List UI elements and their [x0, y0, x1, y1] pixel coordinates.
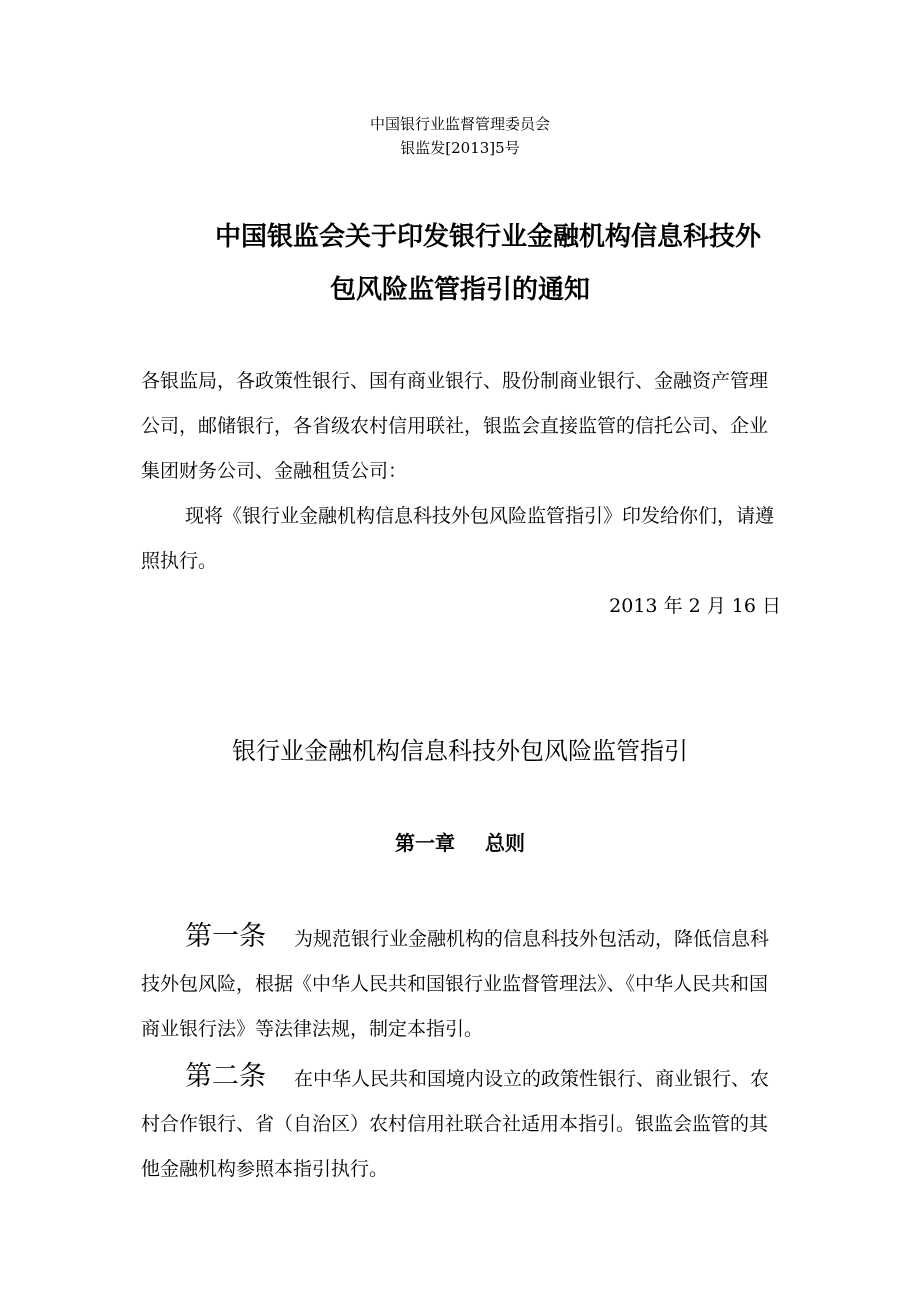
chapter-name: 总则 [485, 831, 525, 855]
chapter-number: 第一章 [395, 831, 455, 855]
document-number: 银监发[2013]5号 [400, 139, 520, 157]
chapter-heading [0, 827, 920, 856]
article-text: 在中华人民共和国境内设立的政策性银行、商业银行、农村合作银行、省（自治区）农村信用社联合社适用本指引。银监会监管的其他金融机构参照本指引执行。 [141, 1068, 770, 1180]
article-1 [141, 914, 781, 1052]
guideline-title: 银行业金融机构信息科技外包风险监管指引 [232, 737, 688, 765]
notice-title-line2: 包风险监管指引的通知 [329, 275, 590, 305]
article-2 [141, 1054, 781, 1192]
article-label: 第一条 [185, 921, 266, 952]
notice-body: 现将《银行业金融机构信息科技外包风险监管指引》印发给你们，请遵照执行。 [141, 505, 775, 572]
article-text: 为规范银行业金融机构的信息科技外包活动，降低信息科技外包风险，根据《中华人民共和国银行业监督管理法》、《中华人民共和国商业银行法》等法律法规，制定本指引。 [141, 928, 770, 1040]
article-label: 第二条 [185, 1061, 266, 1092]
notice-title-line1: 中国银监会关于印发银行业金融机构信息科技外 [214, 222, 761, 252]
notice-addressees: 各银监局，各政策性银行、国有商业银行、股份制商业银行、金融资产管理公司，邮储银行，各省级农村信用联社，银监会直接监管的信托公司、企业集团财务公司、金融租赁公司： [141, 370, 769, 482]
notice-date: 2013 年 2 月 16 日 [609, 595, 781, 617]
issuer-name: 中国银行业监督管理委员会 [369, 115, 550, 133]
